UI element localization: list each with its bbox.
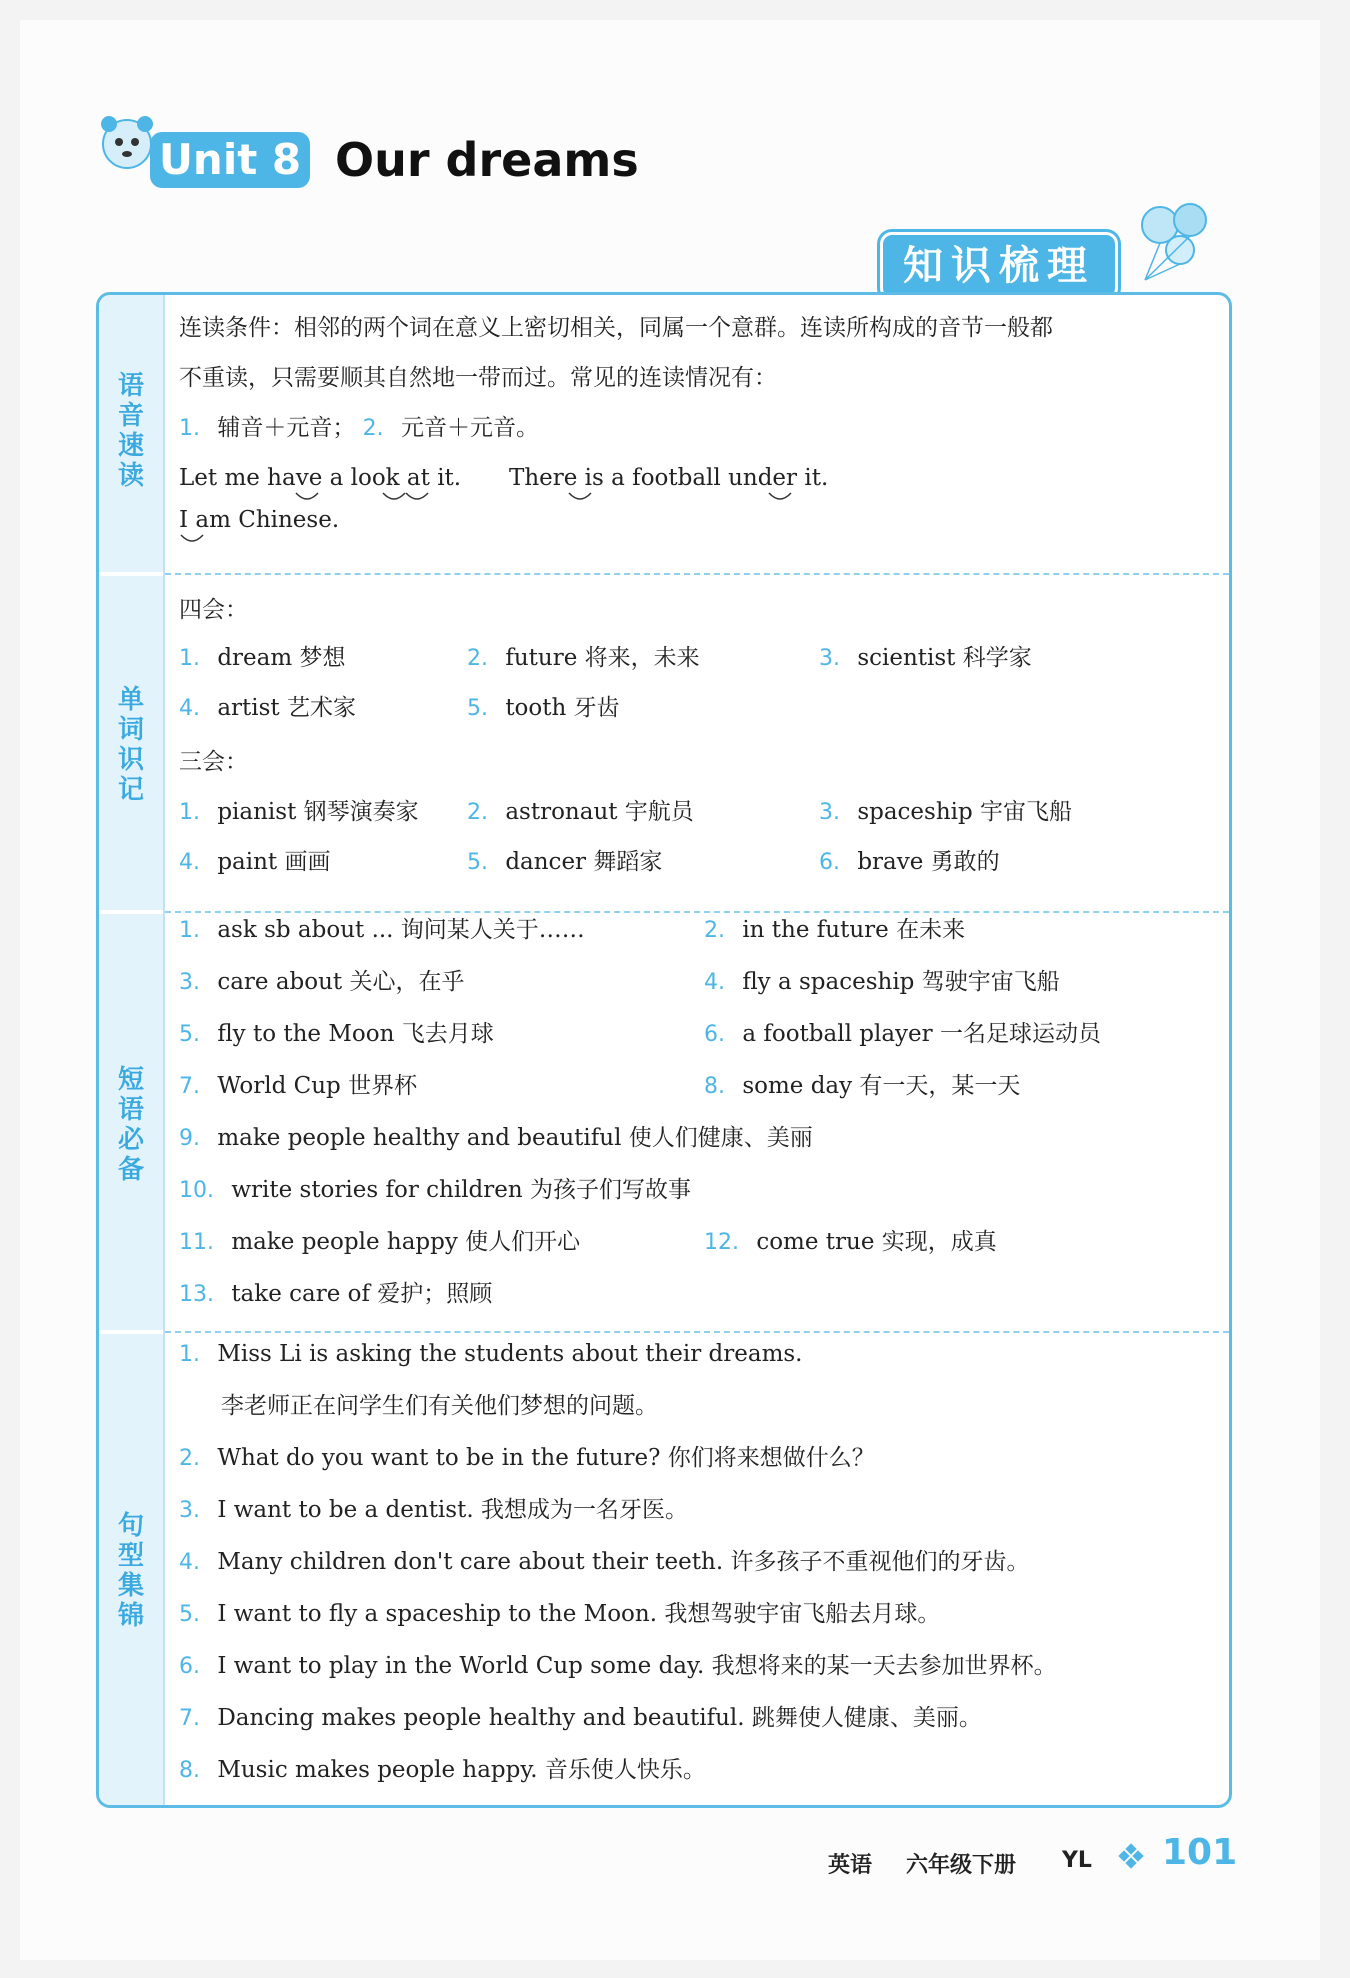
sentence-item: 7. Dancing makes people healthy and beautiful. 跳舞使人健康、美丽。 (179, 1705, 982, 1731)
sidebar-divider (99, 910, 163, 914)
phrase-item: 2. in the future 在未来 (704, 917, 966, 943)
phonics-example: There is a football under it. (509, 465, 829, 491)
word-item: 2. astronaut 宇航员 (467, 799, 694, 825)
word-item: 4. artist 艺术家 (179, 695, 356, 721)
liaison-mark (294, 491, 320, 503)
phrase-item: 6. a football player 一名足球运动员 (704, 1021, 1101, 1047)
sentence-item: 4. Many children don't care about their teeth. 许多孩子不重视他们的牙齿。 (179, 1549, 1030, 1575)
four-skills-label: 四会： (179, 597, 248, 623)
phonics-example: I am Chinese. (179, 507, 340, 533)
liaison-mark (179, 533, 205, 545)
three-skills-label: 三会： (179, 749, 248, 775)
section-divider (165, 1331, 1229, 1333)
phrase-item: 8. some day 有一天，某一天 (704, 1073, 1021, 1099)
side-label-sentences: 句 型 集 锦 (117, 1511, 144, 1631)
word-item: 5. tooth 牙齿 (467, 695, 620, 721)
unit-badge: Unit 8 (150, 132, 310, 188)
sentence-translation: 李老师正在问学生们有关他们梦想的问题。 (221, 1393, 658, 1419)
phrase-item: 5. fly to the Moon 飞去月球 (179, 1021, 494, 1047)
footer-grade: 六年级下册 (906, 1853, 1017, 1878)
panda-mascot-icon (97, 112, 157, 172)
word-item: 3. spaceship 宇宙飞船 (819, 799, 1073, 825)
word-item: 6. brave 勇敢的 (819, 849, 1000, 875)
sentence-item: 6. I want to play in the World Cup some day. 我想将来的某一天去参加世界杯。 (179, 1653, 1057, 1679)
phonics-text-line: 不重读，只需要顺其自然地一带而过。常见的连读情况有： (179, 365, 777, 391)
diamond-icon (1118, 1843, 1144, 1869)
sidebar-divider (99, 1330, 163, 1334)
unit-title: Our dreams (335, 133, 639, 187)
phrase-item: 9. make people healthy and beautiful 使人们健康、美丽 (179, 1125, 813, 1151)
phonics-text-line: 连读条件：相邻的两个词在意义上密切相关，同属一个意群。连读所构成的音节一般都 (179, 315, 1053, 341)
sentence-item: 3. I want to be a dentist. 我想成为一名牙医。 (179, 1497, 688, 1523)
side-label-words: 单 词 识 记 (117, 685, 144, 805)
liaison-mark (767, 491, 793, 503)
page-number: 101 (1162, 1832, 1238, 1873)
phrase-item: 7. World Cup 世界杯 (179, 1073, 418, 1099)
liaison-mark (567, 491, 593, 503)
sentence-item: 8. Music makes people happy. 音乐使人快乐。 (179, 1757, 706, 1783)
phonics-rule-item: 1. 辅音＋元音； 2. 元音＋元音。 (179, 415, 539, 441)
footer-subject: 英语 (828, 1853, 873, 1878)
phrase-item: 10. write stories for children 为孩子们写故事 (179, 1177, 692, 1203)
word-item: 1. pianist 钢琴演奏家 (179, 799, 419, 825)
phrase-item: 3. care about 关心，在乎 (179, 969, 465, 995)
knowledge-box (96, 292, 1232, 1808)
phrase-item: 1. ask sb about ... 询问某人关于…… (179, 917, 585, 943)
word-item: 2. future 将来，未来 (467, 645, 700, 671)
phonics-example: Let me have a look at it. (179, 465, 462, 491)
liaison-mark (404, 491, 430, 503)
sentence-item: 5. I want to fly a spaceship to the Moon. 我想驾驶宇宙飞船去月球。 (179, 1601, 941, 1627)
phrase-item: 11. make people happy 使人们开心 (179, 1229, 581, 1255)
phrase-item: 13. take care of 爱护；照顾 (179, 1281, 493, 1307)
side-label-phonics: 语 音 速 读 (117, 371, 144, 491)
side-label-phrases: 短 语 必 备 (117, 1065, 144, 1185)
section-divider (165, 911, 1229, 913)
phrase-item: 12. come true 实现，成真 (704, 1229, 997, 1255)
sentence-item: 2. What do you want to be in the future? 你们将来想做什么？ (179, 1445, 875, 1471)
phrase-item: 4. fly a spaceship 驾驶宇宙飞船 (704, 969, 1060, 995)
balloons-icon (1125, 195, 1225, 295)
word-item: 5. dancer 舞蹈家 (467, 849, 663, 875)
sentence-item: 1. Miss Li is asking the students about their dreams. (179, 1341, 803, 1367)
section-badge: 知识梳理 (880, 232, 1118, 300)
footer-edition: YL (1062, 1848, 1092, 1873)
sidebar-divider (99, 572, 163, 576)
word-item: 3. scientist 科学家 (819, 645, 1032, 671)
word-item: 4. paint 画画 (179, 849, 331, 875)
word-item: 1. dream 梦想 (179, 645, 346, 671)
section-divider (165, 573, 1229, 575)
